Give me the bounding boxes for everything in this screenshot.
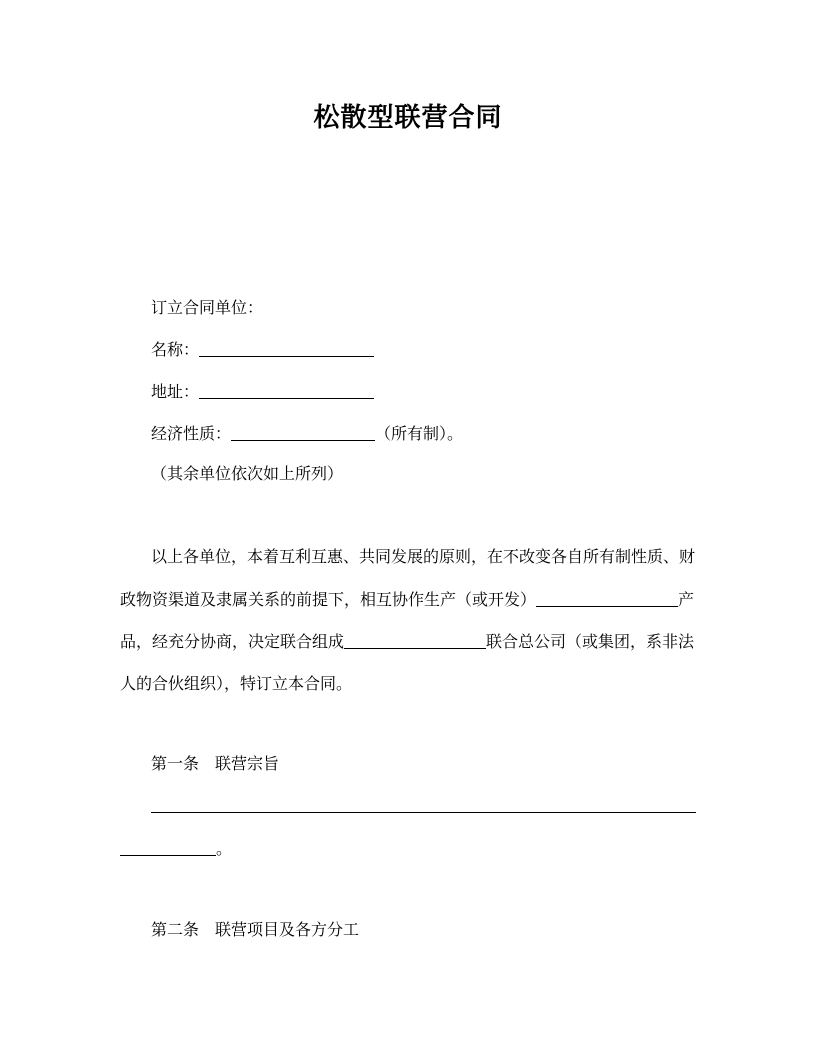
product-blank: [536, 590, 678, 607]
preamble-line-1: 以上各单位，本着互利互惠、共同发展的原则，在不改变各自所有制性质、财: [151, 547, 696, 566]
preamble-line-2-text: 政物资渠道及隶属关系的前提下，相互协作生产（或开发）: [120, 590, 537, 609]
address-blank: [199, 382, 374, 399]
preamble-line-4: 人的合伙组织），特订立本合同。: [120, 674, 353, 693]
preamble-line-3-end: 联合总公司（或集团，系非法: [486, 632, 695, 651]
nature-field-row: [151, 423, 463, 445]
parties-heading: 订立合同单位：: [151, 298, 264, 317]
name-field-row: [151, 339, 374, 361]
article-1-blank-line-2: [120, 839, 216, 856]
nature-suffix: （所有制）。: [375, 424, 464, 443]
preamble-line-2-end: 产: [678, 590, 695, 609]
article-1-blank-line-1: [151, 812, 696, 813]
address-field-row: [151, 381, 374, 403]
article-1-heading: 第一条 联营宗旨: [151, 754, 280, 773]
article-1-blank-line-2-row: [120, 838, 232, 860]
preamble-line-3: [120, 631, 694, 653]
nature-blank: [231, 424, 375, 441]
preamble-line-2: [120, 589, 694, 611]
nature-label: 经济性质：: [151, 424, 232, 443]
preamble-line-3-text: 品，经充分协商，决定联合组成: [120, 632, 345, 651]
name-label: 名称：: [151, 340, 200, 359]
company-name-blank: [344, 632, 486, 649]
address-label: 地址：: [151, 382, 200, 401]
article-1-end-mark: 。: [216, 839, 233, 858]
document-title: 松散型联营合同: [313, 103, 503, 133]
name-blank: [199, 340, 374, 357]
article-2-heading: 第二条 联营项目及各方分工: [151, 920, 360, 939]
parties-note: （其余单位依次如上所列）: [151, 464, 344, 483]
